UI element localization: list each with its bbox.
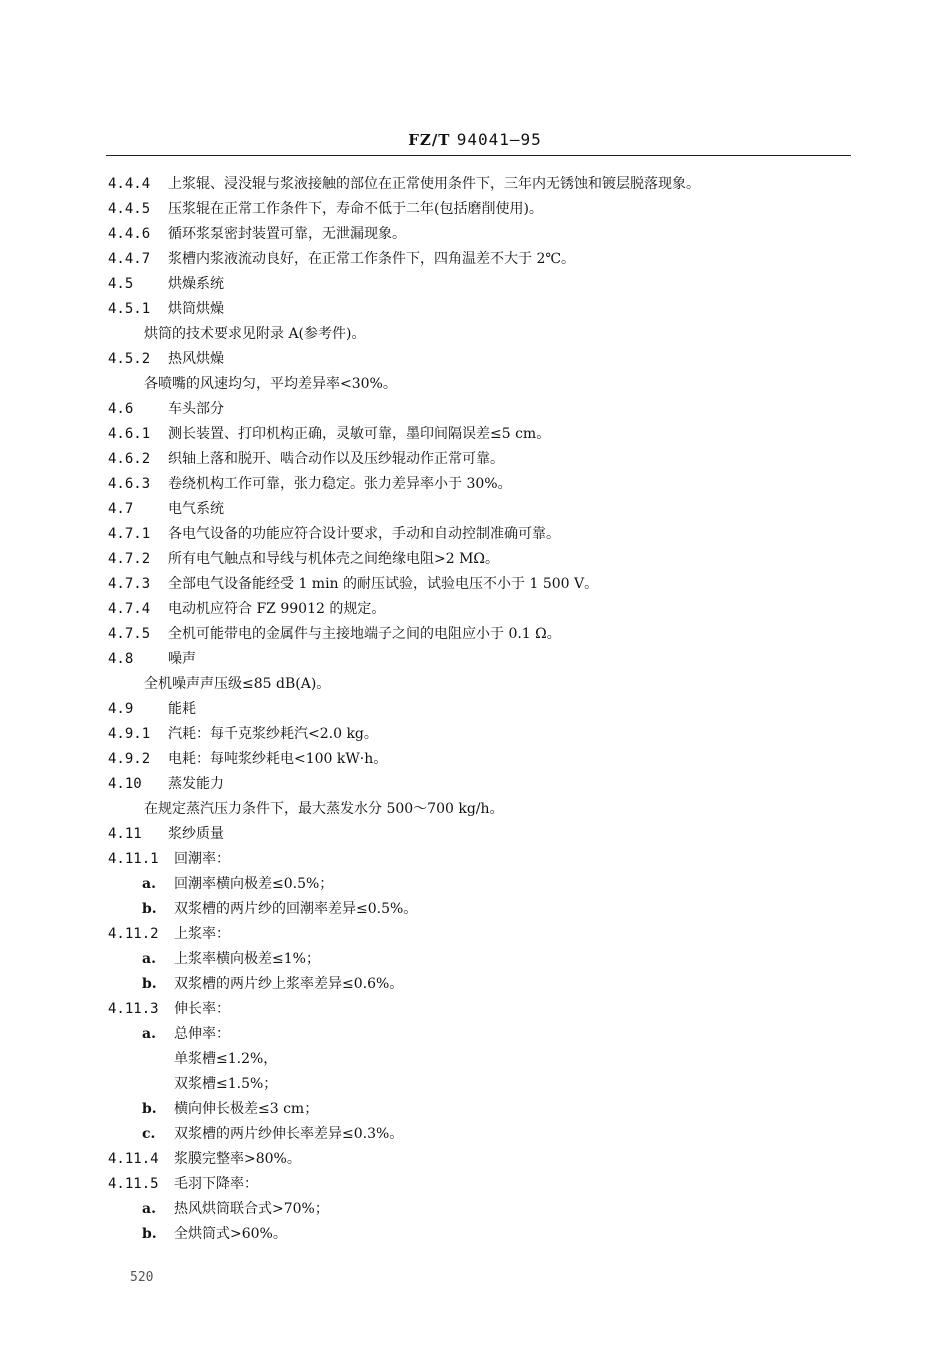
clause-text: 双浆槽的两片纱伸长率差异≤0.3%。: [174, 1126, 404, 1142]
clause-number: 4.4.4: [108, 176, 151, 192]
clause-line: [108, 897, 848, 922]
clause-line: [108, 297, 848, 322]
clause-line: [108, 722, 848, 747]
clause-line: [108, 1197, 848, 1222]
list-marker: a.: [142, 876, 156, 892]
list-marker: a.: [142, 1201, 156, 1217]
standard-number: 94041—95: [456, 130, 542, 149]
clause-line: [108, 1147, 848, 1172]
clause-number: 4.6.1: [108, 426, 151, 442]
clause-text: 双浆槽≤1.5%；: [174, 1076, 278, 1092]
clause-line: [108, 422, 848, 447]
clause-number: 4.5.2: [108, 351, 151, 367]
clause-line: [108, 1172, 848, 1197]
clause-text: 能耗: [168, 701, 196, 717]
clause-line: [108, 172, 848, 197]
clause-text: 回潮率横向极差≤0.5%；: [174, 876, 334, 892]
clause-text: 电动机应符合 FZ 99012 的规定。: [168, 601, 386, 617]
clause-text: 回潮率：: [174, 851, 230, 867]
clause-text: 烘筒的技术要求见附录 A(参考件)。: [144, 326, 366, 342]
clause-line: [108, 572, 848, 597]
clause-line: [108, 522, 848, 547]
clause-text: 浆纱质量: [168, 826, 224, 842]
clause-number: 4.7.2: [108, 551, 151, 567]
clause-text: 烘筒烘燥: [168, 301, 224, 317]
clause-line: [108, 872, 848, 897]
clause-line: [108, 597, 848, 622]
header-rule: [106, 155, 851, 156]
clause-text: 双浆槽的两片纱的回潮率差异≤0.5%。: [174, 901, 418, 917]
clause-number: 4.9: [108, 701, 134, 717]
clause-text: 电耗：每吨浆纱耗电<100 kW·h。: [168, 751, 388, 767]
clause-text: 全烘筒式>60%。: [174, 1226, 287, 1242]
standard-prefix: FZ/T: [408, 131, 451, 149]
clause-number: 4.6: [108, 401, 134, 417]
clause-text: 横向伸长极差≤3 cm；: [174, 1101, 319, 1117]
clause-number: 4.11: [108, 826, 142, 842]
clause-number: 4.4.5: [108, 201, 151, 217]
clause-text: 热风烘筒联合式>70%；: [174, 1201, 329, 1217]
clause-number: 4.9.1: [108, 726, 151, 742]
clause-text: 全部电气设备能经受 1 min 的耐压试验，试验电压不小于 1 500 V。: [168, 576, 599, 592]
clause-number: 4.10: [108, 776, 142, 792]
clause-number: 4.11.1: [108, 851, 159, 867]
list-marker: b.: [142, 901, 157, 917]
clause-number: 4.8: [108, 651, 134, 667]
clause-line: [108, 322, 848, 347]
list-marker: a.: [142, 951, 156, 967]
clause-number: 4.6.3: [108, 476, 151, 492]
clause-line: [108, 247, 848, 272]
clause-number: 4.7: [108, 501, 134, 517]
clause-line: [108, 1022, 848, 1047]
clause-line: [108, 1222, 848, 1247]
clause-text: 在规定蒸汽压力条件下，最大蒸发水分 500～700 kg/h。: [144, 801, 504, 817]
clause-line: [108, 747, 848, 772]
clause-text: 各电气设备的功能应符合设计要求，手动和自动控制准确可靠。: [168, 526, 560, 542]
clause-line: [108, 697, 848, 722]
clause-line: [108, 497, 848, 522]
clause-line: [108, 647, 848, 672]
clause-number: 4.7.1: [108, 526, 151, 542]
clause-text: 噪声: [168, 651, 196, 667]
clause-line: [108, 472, 848, 497]
clause-line: [108, 822, 848, 847]
clause-line: [108, 397, 848, 422]
clause-text: 上浆辊、浸没辊与浆液接触的部位在正常使用条件下，三年内无锈蚀和镀层脱落现象。: [168, 176, 700, 192]
clause-line: [108, 547, 848, 572]
clause-text: 伸长率：: [174, 1001, 230, 1017]
clause-number: 4.11.3: [108, 1001, 159, 1017]
clause-line: [108, 847, 848, 872]
clause-text: 压浆辊在正常工作条件下，寿命不低于二年(包括磨削使用)。: [168, 201, 543, 217]
clause-text: 蒸发能力: [168, 776, 224, 792]
clause-text: 烘燥系统: [168, 276, 224, 292]
clause-text: 上浆率：: [174, 926, 230, 942]
clause-number: 4.5: [108, 276, 134, 292]
clause-line: [108, 1072, 848, 1097]
clause-number: 4.5.1: [108, 301, 151, 317]
clause-text: 全机可能带电的金属件与主接地端子之间的电阻应小于 0.1 Ω。: [168, 626, 561, 642]
clause-line: [108, 1097, 848, 1122]
clause-text: 汽耗：每千克浆纱耗汽<2.0 kg。: [168, 726, 378, 742]
clause-text: 上浆率横向极差≤1%；: [174, 951, 320, 967]
clause-line: [108, 622, 848, 647]
clause-text: 织轴上落和脱开、啮合动作以及压纱辊动作正常可靠。: [168, 451, 504, 467]
clause-text: 全机噪声声压级≤85 dB(A)。: [144, 676, 331, 692]
page-header: [0, 130, 950, 149]
clause-text: 浆槽内浆液流动良好，在正常工作条件下，四角温差不大于 2℃。: [168, 251, 576, 267]
clause-text: 测长装置、打印机构正确，灵敏可靠，墨印间隔误差≤5 cm。: [168, 426, 551, 442]
clause-text: 浆膜完整率>80%。: [174, 1151, 301, 1167]
clause-text: 单浆槽≤1.2%，: [174, 1051, 278, 1067]
clause-line: [108, 197, 848, 222]
clause-line: [108, 1047, 848, 1072]
clause-line: [108, 1122, 848, 1147]
clause-text: 热风烘燥: [168, 351, 224, 367]
clause-number: 4.4.6: [108, 226, 151, 242]
clause-line: [108, 922, 848, 947]
clause-number: 4.9.2: [108, 751, 151, 767]
clause-text: 各喷嘴的风速均匀，平均差异率<30%。: [144, 376, 397, 392]
list-marker: b.: [142, 1101, 157, 1117]
clause-number: 4.7.5: [108, 626, 151, 642]
clause-text: 毛羽下降率：: [174, 1176, 258, 1192]
clause-line: [108, 672, 848, 697]
clause-line: [108, 947, 848, 972]
clause-number: 4.11.2: [108, 926, 159, 942]
clause-line: [108, 997, 848, 1022]
clause-number: 4.4.7: [108, 251, 151, 267]
clause-line: [108, 222, 848, 247]
clause-number: 4.7.3: [108, 576, 151, 592]
clause-number: 4.11.4: [108, 1151, 159, 1167]
list-marker: a.: [142, 1026, 156, 1042]
clause-line: [108, 347, 848, 372]
document-body: [108, 172, 848, 1247]
clause-line: [108, 272, 848, 297]
clause-text: 双浆槽的两片纱上浆率差异≤0.6%。: [174, 976, 404, 992]
clause-text: 车头部分: [168, 401, 224, 417]
clause-text: 电气系统: [168, 501, 224, 517]
list-marker: b.: [142, 976, 157, 992]
clause-line: [108, 447, 848, 472]
clause-line: [108, 972, 848, 997]
clause-text: 所有电气触点和导线与机体壳之间绝缘电阻>2 MΩ。: [168, 551, 500, 567]
clause-text: 循环浆泵密封装置可靠，无泄漏现象。: [168, 226, 406, 242]
clause-number: 4.11.5: [108, 1176, 159, 1192]
clause-number: 4.6.2: [108, 451, 151, 467]
clause-text: 总伸率：: [174, 1026, 230, 1042]
clause-line: [108, 372, 848, 397]
clause-text: 卷绕机构工作可靠，张力稳定。张力差异率小于 30%。: [168, 476, 512, 492]
page-number: 520: [130, 1270, 154, 1285]
clause-line: [108, 772, 848, 797]
list-marker: b.: [142, 1226, 157, 1242]
list-marker: c.: [142, 1126, 156, 1142]
clause-number: 4.7.4: [108, 601, 151, 617]
clause-line: [108, 797, 848, 822]
